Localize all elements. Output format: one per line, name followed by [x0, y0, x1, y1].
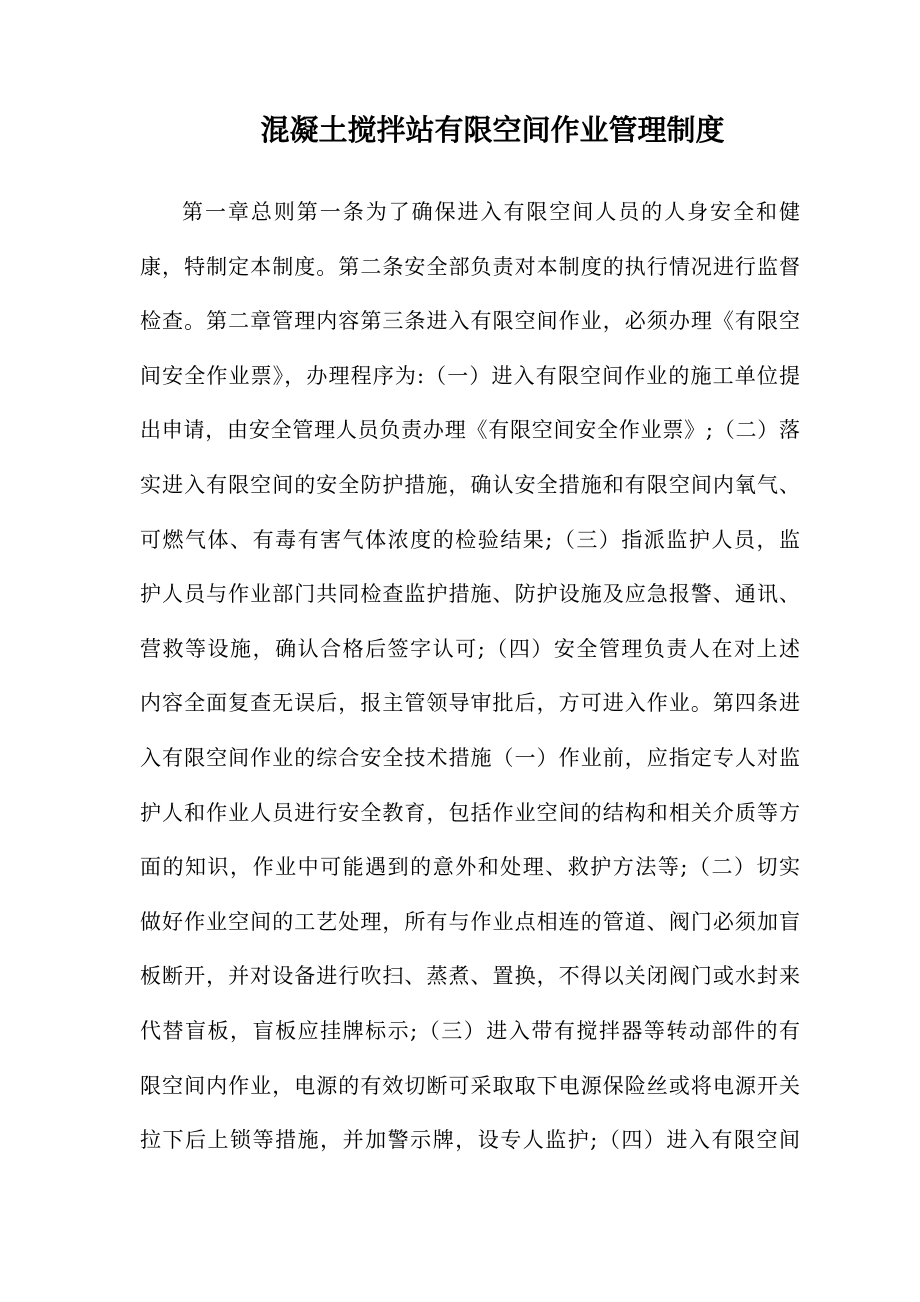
body-line: 检查。第二章管理内容第三条进入有限空间作业，必须办理《有限空 [140, 309, 800, 334]
body-line: 康，特制定本制度。第二条安全部负责对本制度的执行情况进行监督 [140, 254, 800, 279]
body-line: 入有限空间作业的综合安全技术措施（一）作业前，应指定专人对监 [140, 745, 800, 770]
body-line: 板断开，并对设备进行吹扫、蒸煮、置换，不得以关闭阀门或水封来 [140, 964, 800, 989]
body-line: 内容全面复查无误后，报主管领导审批后，方可进入作业。第四条进 [140, 691, 800, 716]
body-line: 营救等设施，确认合格后签字认可;（四）安全管理负责人在对上述 [140, 636, 800, 661]
body-line: 代替盲板，盲板应挂牌标示;（三）进入带有搅拌器等转动部件的有 [140, 1018, 800, 1043]
body-line: 护人员与作业部门共同检查监护措施、防护设施及应急报警、通讯、 [140, 582, 800, 607]
body-line: 第一章总则第一条为了确保进入有限空间人员的人身安全和健 [182, 200, 800, 224]
body-line: 面的知识，作业中可能遇到的意外和处理、救护方法等;（二）切实 [140, 855, 800, 880]
body-line: 限空间内作业，电源的有效切断可采取取下电源保险丝或将电源开关 [140, 1073, 800, 1098]
body-line: 间安全作业票》，办理程序为:（一）进入有限空间作业的施工单位提 [140, 363, 800, 388]
body-line: 护人和作业人员进行安全教育，包括作业空间的结构和相关介质等方 [140, 800, 800, 825]
body-line: 出申请，由安全管理人员负责办理《有限空间安全作业票》;（二）落 [140, 418, 800, 443]
body-line: 拉下后上锁等措施，并加警示牌，设专人监护;（四）进入有限空间 [140, 1128, 800, 1153]
document-body [140, 192, 800, 1175]
body-line: 实进入有限空间的安全防护措施，确认安全措施和有限空间内氧气、 [140, 472, 800, 497]
body-line: 做好作业空间的工艺处理，所有与作业点相连的管道、阀门必须加盲 [140, 909, 800, 934]
document-title: 混凝土搅拌站有限空间作业管理制度 [260, 113, 725, 147]
body-line: 可燃气体、有毒有害气体浓度的检验结果;（三）指派监护人员，监 [140, 527, 800, 552]
